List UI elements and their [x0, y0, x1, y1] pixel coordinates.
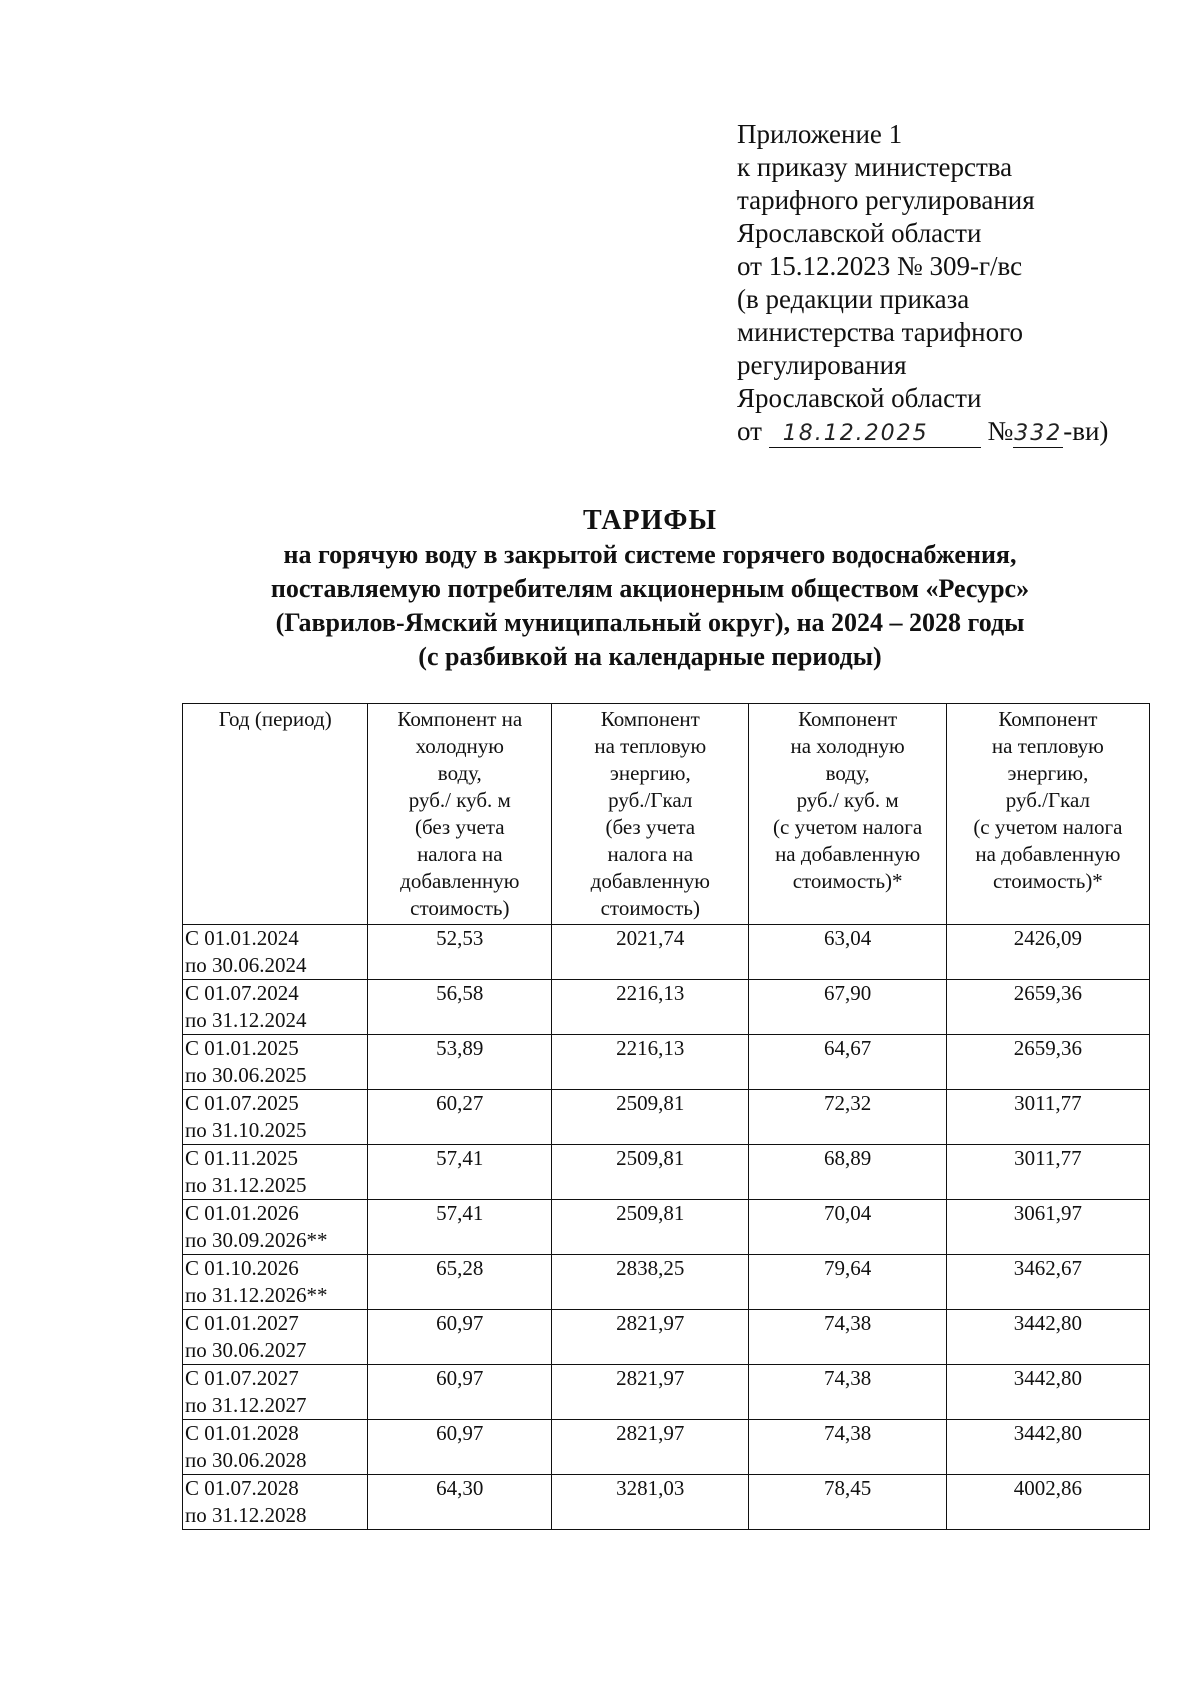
header-cold-water-vat	[749, 704, 946, 925]
thermal-energy-value: 2838,25	[552, 1255, 749, 1310]
amendment-date-line	[737, 415, 1157, 448]
header-line: стоимость)*	[992, 869, 1103, 893]
thermal-energy-value: 2216,13	[552, 980, 749, 1035]
period-cell	[183, 1090, 368, 1145]
header-line: Год (период)	[218, 707, 332, 731]
period-to: по 30.06.2024	[185, 953, 307, 977]
header-line: Компонент	[998, 707, 1098, 731]
date-prefix: от	[737, 416, 762, 446]
period-to: по 30.06.2028	[185, 1448, 307, 1472]
tariff-table-body	[183, 925, 1150, 1530]
thermal-energy-value: 2509,81	[552, 1200, 749, 1255]
cold-water-vat-value: 64,67	[749, 1035, 946, 1090]
header-line: энергию,	[1007, 761, 1089, 785]
cold-water-vat-value: 74,38	[749, 1365, 946, 1420]
header-line: на тепловую	[594, 734, 707, 758]
header-line: Компонент	[600, 707, 700, 731]
period-cell	[183, 1145, 368, 1200]
thermal-energy-vat-value: 3442,80	[946, 1420, 1149, 1475]
thermal-energy-value: 2216,13	[552, 1035, 749, 1090]
tariff-table	[182, 703, 1150, 1530]
table-row	[183, 1200, 1150, 1255]
cold-water-value: 52,53	[368, 925, 552, 980]
period-to: по 30.09.2026**	[185, 1228, 328, 1252]
cold-water-value: 60,27	[368, 1090, 552, 1145]
period-to: по 31.12.2024	[185, 1008, 307, 1032]
table-header-row	[183, 704, 1150, 925]
thermal-energy-vat-value: 2659,36	[946, 1035, 1149, 1090]
header-line: налога на	[607, 842, 694, 866]
period-to: по 30.06.2027	[185, 1338, 307, 1362]
cold-water-vat-value: 67,90	[749, 980, 946, 1035]
header-line: стоимость)	[410, 896, 510, 920]
header-line: Компонент	[798, 707, 898, 731]
appendix-line: Приложение 1	[737, 119, 903, 149]
cold-water-vat-value: 70,04	[749, 1200, 946, 1255]
header-thermal-energy	[552, 704, 749, 925]
table-row	[183, 1035, 1150, 1090]
title-subtitle: поставляемую потребителям акционерным обществом «Ресурс»	[270, 574, 1030, 603]
period-from: С 01.01.2024	[185, 926, 299, 950]
appendix-line: регулирования	[737, 350, 907, 380]
thermal-energy-vat-value: 3011,77	[946, 1090, 1149, 1145]
title-subtitle: (Гаврилов-Ямский муниципальный округ), на 2024 – 2028 годы	[275, 608, 1025, 637]
header-line: (без учета	[605, 815, 696, 839]
period-from: С 01.10.2026	[185, 1256, 299, 1280]
table-row	[183, 1365, 1150, 1420]
thermal-energy-vat-value: 3462,67	[946, 1255, 1149, 1310]
header-line: добавленную	[400, 869, 520, 893]
table-row	[183, 1310, 1150, 1365]
cold-water-value: 60,97	[368, 1365, 552, 1420]
period-from: С 01.07.2024	[185, 981, 299, 1005]
period-from: С 01.11.2025	[185, 1146, 298, 1170]
cold-water-value: 56,58	[368, 980, 552, 1035]
thermal-energy-vat-value: 3061,97	[946, 1200, 1149, 1255]
thermal-energy-value: 2509,81	[552, 1090, 749, 1145]
period-from: С 01.01.2026	[185, 1201, 299, 1225]
cold-water-vat-value: 79,64	[749, 1255, 946, 1310]
header-line: воду,	[825, 761, 870, 785]
appendix-line: (в редакции приказа	[737, 284, 970, 314]
cold-water-value: 57,41	[368, 1200, 552, 1255]
period-from: С 01.01.2027	[185, 1311, 299, 1335]
appendix-line: министерства тарифного	[737, 317, 1024, 347]
cold-water-value: 65,28	[368, 1255, 552, 1310]
period-from: С 01.07.2025	[185, 1091, 299, 1115]
period-to: по 31.12.2025	[185, 1173, 307, 1197]
header-line: (с учетом налога	[773, 815, 923, 839]
header-line: энергию,	[609, 761, 691, 785]
header-line: руб./ куб. м	[796, 788, 899, 812]
header-line: стоимость)*	[792, 869, 903, 893]
period-cell	[183, 1420, 368, 1475]
number-suffix: -ви)	[1063, 416, 1109, 446]
thermal-energy-value: 2821,97	[552, 1420, 749, 1475]
period-cell	[183, 1035, 368, 1090]
period-cell	[183, 1475, 368, 1530]
handwritten-number: 332	[1013, 418, 1063, 448]
thermal-energy-vat-value: 2426,09	[946, 925, 1149, 980]
cold-water-value: 57,41	[368, 1145, 552, 1200]
appendix-line: Ярославской области	[737, 218, 982, 248]
header-line: холодную	[415, 734, 504, 758]
thermal-energy-vat-value: 4002,86	[946, 1475, 1149, 1530]
period-cell	[183, 1310, 368, 1365]
table-row	[183, 1145, 1150, 1200]
appendix-line: тарифного регулирования	[737, 185, 1035, 215]
header-line: (без учета	[414, 815, 505, 839]
table-row	[183, 980, 1150, 1035]
header-thermal-energy-vat	[946, 704, 1149, 925]
header-line: стоимость)	[600, 896, 700, 920]
header-line: руб./Гкал	[608, 788, 693, 812]
cold-water-value: 60,97	[368, 1420, 552, 1475]
table-row	[183, 1090, 1150, 1145]
header-line: добавленную	[590, 869, 710, 893]
cold-water-value: 64,30	[368, 1475, 552, 1530]
header-line: на тепловую	[991, 734, 1104, 758]
header-period	[183, 704, 368, 925]
cold-water-vat-value: 72,32	[749, 1090, 946, 1145]
thermal-energy-vat-value: 3442,80	[946, 1365, 1149, 1420]
period-from: С 01.01.2025	[185, 1036, 299, 1060]
period-cell	[183, 1365, 368, 1420]
thermal-energy-value: 2021,74	[552, 925, 749, 980]
header-line: руб./ куб. м	[408, 788, 511, 812]
cold-water-vat-value: 63,04	[749, 925, 946, 980]
title-subtitle: на горячую воду в закрытой системе горячего водоснабжения,	[283, 540, 1017, 569]
header-line: Компонент на	[397, 707, 523, 731]
period-from: С 01.07.2028	[185, 1476, 299, 1500]
period-to: по 30.06.2025	[185, 1063, 307, 1087]
header-line: на холодную	[790, 734, 905, 758]
cold-water-value: 60,97	[368, 1310, 552, 1365]
appendix-line: к приказу министерства	[737, 152, 1013, 182]
title-main: ТАРИФЫ	[583, 505, 717, 536]
appendix-line: от 15.12.2023 № 309-г/вс	[737, 251, 1023, 281]
table-row	[183, 1475, 1150, 1530]
period-to: по 31.12.2026**	[185, 1283, 328, 1307]
cold-water-vat-value: 74,38	[749, 1420, 946, 1475]
table-row	[183, 925, 1150, 980]
table-row	[183, 1255, 1150, 1310]
appendix-block	[737, 118, 1157, 448]
handwritten-date: 18.12.2025	[769, 418, 981, 448]
document-title	[150, 504, 1150, 674]
period-from: С 01.07.2027	[185, 1366, 299, 1390]
period-to: по 31.12.2028	[185, 1503, 307, 1527]
appendix-line: Ярославской области	[737, 383, 982, 413]
thermal-energy-value: 2509,81	[552, 1145, 749, 1200]
thermal-energy-vat-value: 3442,80	[946, 1310, 1149, 1365]
cold-water-vat-value: 68,89	[749, 1145, 946, 1200]
period-to: по 31.10.2025	[185, 1118, 307, 1142]
period-to: по 31.12.2027	[185, 1393, 307, 1417]
thermal-energy-value: 2821,97	[552, 1310, 749, 1365]
period-cell	[183, 1255, 368, 1310]
number-label: №	[987, 416, 1014, 446]
header-line: на добавленную	[775, 842, 921, 866]
header-line: воду,	[437, 761, 482, 785]
period-cell	[183, 925, 368, 980]
cold-water-vat-value: 74,38	[749, 1310, 946, 1365]
header-line: (с учетом налога	[973, 815, 1123, 839]
table-row	[183, 1420, 1150, 1475]
thermal-energy-vat-value: 3011,77	[946, 1145, 1149, 1200]
cold-water-vat-value: 78,45	[749, 1475, 946, 1530]
thermal-energy-value: 2821,97	[552, 1365, 749, 1420]
thermal-energy-value: 3281,03	[552, 1475, 749, 1530]
header-line: налога на	[417, 842, 503, 866]
header-line: руб./Гкал	[1005, 788, 1090, 812]
period-from: С 01.01.2028	[185, 1421, 299, 1445]
period-cell	[183, 980, 368, 1035]
period-cell	[183, 1200, 368, 1255]
header-line: на добавленную	[975, 842, 1121, 866]
cold-water-value: 53,89	[368, 1035, 552, 1090]
title-subtitle: (с разбивкой на календарные периоды)	[418, 642, 882, 671]
header-cold-water	[368, 704, 552, 925]
thermal-energy-vat-value: 2659,36	[946, 980, 1149, 1035]
